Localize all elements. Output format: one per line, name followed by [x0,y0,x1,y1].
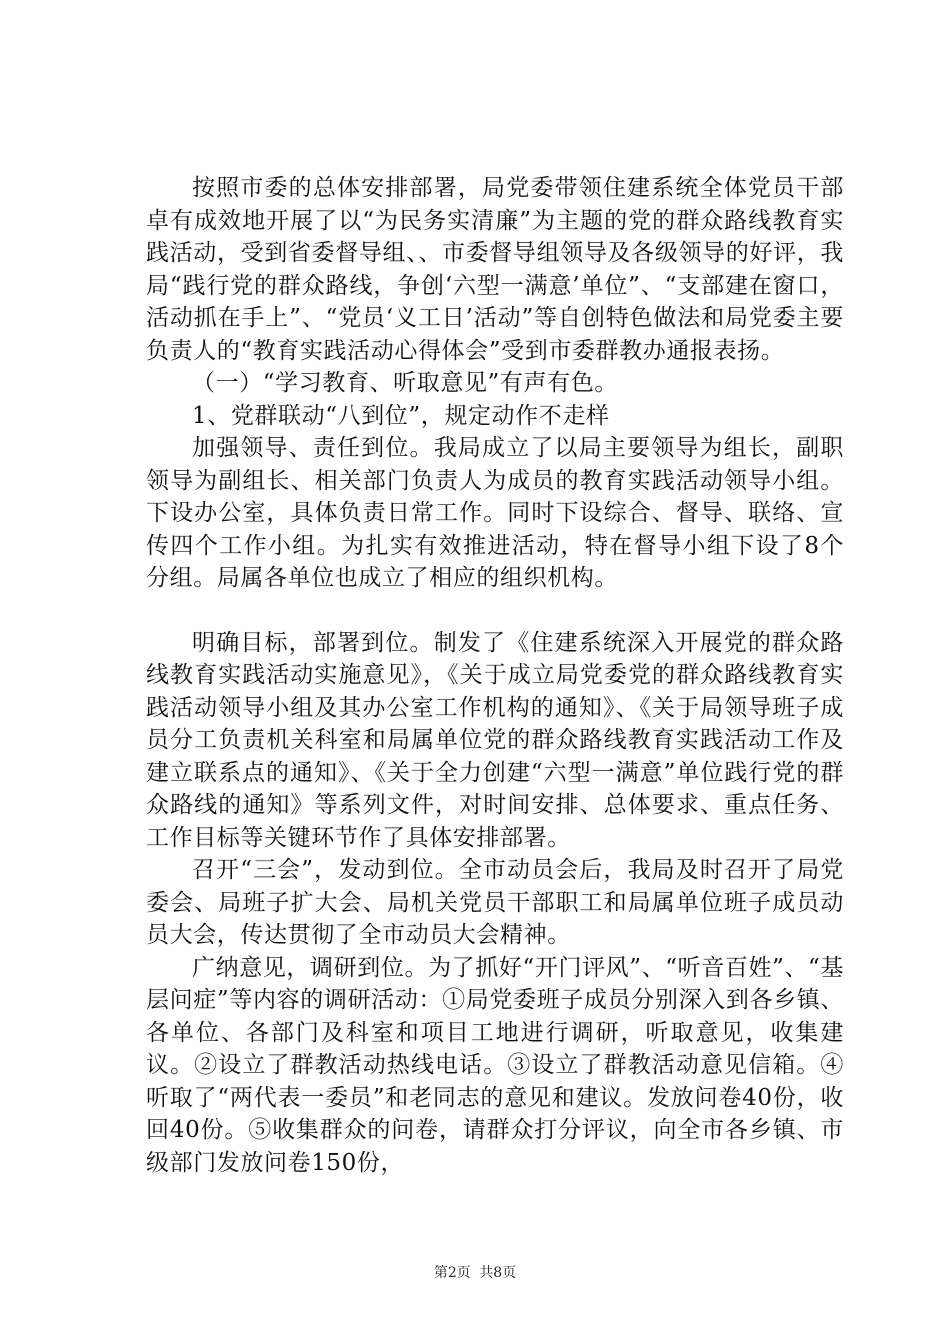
total-pages: 共8页 [479,1265,517,1281]
paragraph-intro: 按照市委的总体安排部署，局党委带领住建系统全体党员干部卓有成效地开展了以“为民务实清廉”为主题的党的群众路线教育实践活动，受到省委督导组、、市委督导组领导及各级领导的好评，我局“践行党的群众路线，争创‘六型一满意’单位”、“支部建在窗口，活动抓在手上”、“党员‘义工日’活动”等自创特色做法和局党委主要负责人的“教育实践活动心得体会”受到市委群教办通报表扬。 [146,175,844,364]
paragraph-meetings: 召开“三会”，发动到位。全市动员会后，我局及时召开了局党委会、局班子扩大会、局机关党员干部职工和局属单位班子成员动员大会，传达贯彻了全市动员大会精神。 [146,857,844,948]
page-number: 第2页 [433,1265,471,1281]
paragraph-research: 广纳意见，调研到位。为了抓好“开门评风”、“听音百姓”、“基层问症”等内容的调研活动：①局党委班子成员分别深入到各乡镇、各单位、各部门及科室和项目工地进行调研，听取意见，收集建议。②设立了群教活动热线电话。③设立了群教活动意见信箱。④听取了“两代表一委员”和老同志的意见和建议。发放问卷40份，收回40份。⑤收集群众的问卷，请群众打分评议，向全市各乡镇、市级部门发放问卷150份， [146,954,844,1176]
paragraph-leadership: 加强领导、责任到位。我局成立了以局主要领导为组长，副职领导为副组长、相关部门负责人为成员的教育实践活动领导小组。下设办公室，具体负责日常工作。同时下设综合、督导、联络、宣传四个工作小组。为扎实有效推进活动，特在督导小组下设了8个分组。局属各单位也成立了相应的组织机构。 [146,435,844,591]
page-footer [0,1262,950,1282]
document-body [146,172,844,1179]
paragraph-targets: 明确目标，部署到位。制发了《住建系统深入开展党的群众路线教育实践活动实施意见》，《关于成立局党委党的群众路线教育实践活动领导小组及其办公室工作机构的通知》、《关于局领导班子成员分工负责机关科室和局属单位党的群众路线教育实践活动工作及建立联系点的通知》、《关于全力创建“六型一满意”单位践行党的群众路线的通知》等系列文件，对时间安排、总体要求、重点任务、工作目标等关键环节作了具体安排部署。 [146,629,844,851]
subsection-heading: 1、党群联动“八到位”，规定动作不走样 [192,402,610,429]
section-heading: （一）“学习教育、听取意见”有声有色。 [192,370,618,396]
